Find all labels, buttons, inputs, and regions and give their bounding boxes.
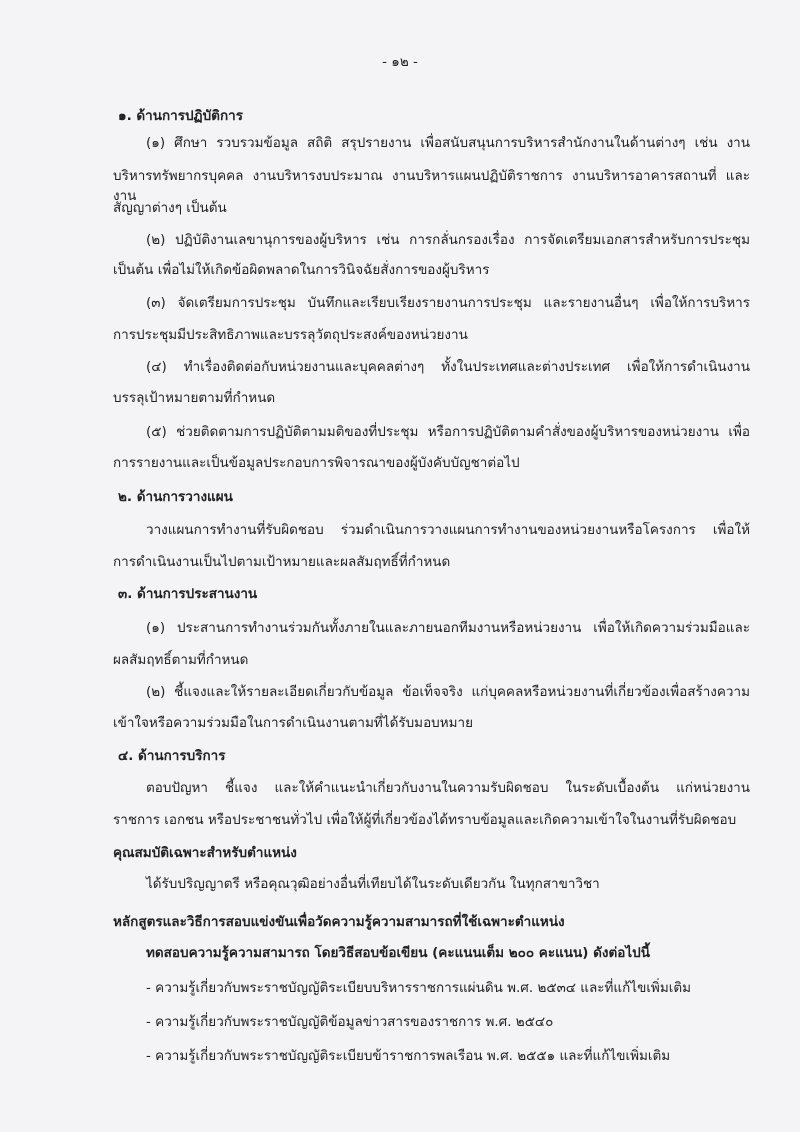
exam-heading: หลักสูตรและวิธีการสอบแข่งขันเพื่อวัดความรู้ความสามารถที่ใช้เฉพาะตำแหน่ง (113, 914, 565, 930)
section-2-heading: ๒. ด้านการวางแผน (118, 489, 233, 505)
qualifications-text: ได้รับปริญญาตรี หรือคุณวุฒิอย่างอื่นที่เทียบได้ในระดับเดียวกัน ในทุกสาขาวิชา (146, 876, 600, 892)
paragraph-line: (๒) ชี้แจงและให้รายละเอียดเกี่ยวกับข้อมูล ข้อเท็จจริง แก่บุคคลหรือหน่วยงานที่เกี่ยวข้องเพื่อสร้างความ (146, 684, 750, 700)
paragraph-line: ตอบปัญหา ชี้แจง และให้คำแนะนำเกี่ยวกับงานในความรับผิดชอบ ในระดับเบื้องต้น แก่หน่วยงาน (146, 780, 750, 796)
paragraph-line: ผลสัมฤทธิ์ตามที่กำหนด (113, 652, 249, 668)
section-3-heading: ๓. ด้านการประสานงาน (118, 586, 258, 602)
paragraph-line: (๑) ศึกษา รวบรวมข้อมูล สถิติ สรุปรายงาน เพื่อสนับสนุนการบริหารสำนักงานในด้านต่างๆ เช่น งาน (146, 135, 750, 151)
paragraph-line: สัญญาต่างๆ เป็นต้น (113, 200, 227, 216)
paragraph-line: (๑) ประสานการทำงานร่วมกันทั้งภายในและภายนอกทีมงานหรือหน่วยงาน เพื่อให้เกิดความร่วมมือและ (146, 620, 750, 636)
exam-item: - ความรู้เกี่ยวกับพระราชบัญญัติข้อมูลข่าวสารของราชการ พ.ศ. ๒๕๔๐ (146, 1014, 554, 1030)
exam-subheading: ทดสอบความรู้ความสามารถ โดยวิธีสอบข้อเขียน (คะแนนเต็ม ๒๐๐ คะแนน) ดังต่อไปนี้ (146, 945, 650, 961)
paragraph-line: เข้าใจหรือความร่วมมือในการดำเนินงานตามที่ได้รับมอบหมาย (113, 715, 474, 731)
paragraph-line: (๔) ทำเรื่องติดต่อกับหน่วยงานและบุคคลต่างๆ ทั้งในประเทศและต่างประเทศ เพื่อให้การดำเนินงาน (146, 359, 750, 375)
paragraph-line: (๕) ช่วยติดตามการปฏิบัติตามมติของที่ประชุม หรือการปฏิบัติตามคำสั่งของผู้บริหารของหน่วยงาน เพื่อ (146, 424, 750, 440)
page-number: - ๑๒ - (382, 54, 418, 70)
paragraph-line: ราชการ เอกชน หรือประชาชนทั่วไป เพื่อให้ผู้ที่เกี่ยวข้องได้ทราบข้อมูลและเกิดความเข้าใจในงานที่รับผิดชอบ (113, 812, 737, 828)
paragraph-line: วางแผนการทำงานที่รับผิดชอบ ร่วมดำเนินการวางแผนการทำงานของหน่วยงานหรือโครงการ เพื่อให้ (146, 522, 750, 538)
paragraph-line: (๓) จัดเตรียมการประชุม บันทึกและเรียบเรียงรายงานการประชุม และรายงานอื่นๆ เพื่อให้การบริหาร (146, 295, 750, 311)
paragraph-line: บริหารทรัพยากรบุคคล งานบริหารงบประมาณ งานบริหารแผนปฏิบัติราชการ งานบริหารอาคารสถานที่ และงาน (113, 168, 750, 204)
paragraph-line: เป็นต้น เพื่อไม่ให้เกิดข้อผิดพลาดในการวินิจฉัยสั่งการของผู้บริหาร (113, 262, 490, 278)
paragraph-line: การประชุมมีประสิทธิภาพและบรรลุวัตถุประสงค์ของหน่วยงาน (113, 327, 468, 343)
paragraph-line: บรรลุเป้าหมายตามที่กำหนด (113, 390, 276, 406)
exam-item: - ความรู้เกี่ยวกับพระราชบัญญัติระเบียบบริหารราชการแผ่นดิน พ.ศ. ๒๕๓๔ และที่แก้ไขเพิ่มเติม (146, 980, 692, 996)
exam-item: - ความรู้เกี่ยวกับพระราชบัญญัติระเบียบข้าราชการพลเรือน พ.ศ. ๒๕๕๑ และที่แก้ไขเพิ่มเติม (146, 1048, 671, 1064)
section-1-heading: ๑. ด้านการปฏิบัติการ (118, 108, 243, 124)
paragraph-line: การดำเนินงานเป็นไปตามเป้าหมายและผลสัมฤทธิ์ที่กำหนด (113, 554, 451, 570)
paragraph-line: การรายงานและเป็นข้อมูลประกอบการพิจารณาของผู้บังคับบัญชาต่อไป (113, 455, 520, 471)
section-4-heading: ๔. ด้านการบริการ (118, 748, 226, 764)
qualifications-heading: คุณสมบัติเฉพาะสำหรับตำแหน่ง (113, 845, 297, 861)
paragraph-line: (๒) ปฏิบัติงานเลขานุการของผู้บริหาร เช่น การกลั่นกรองเรื่อง การจัดเตรียมเอกสารสำหรับการประชุม (146, 232, 750, 248)
